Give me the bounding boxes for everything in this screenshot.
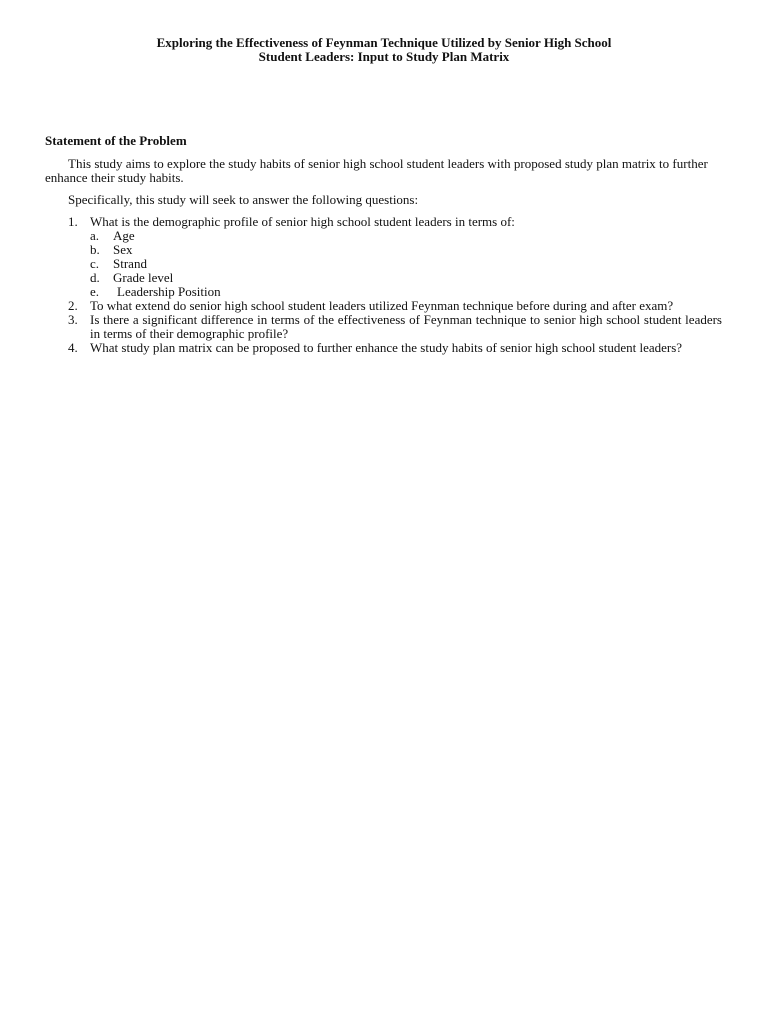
title-line-1: Exploring the Effectiveness of Feynman Technique Utilized by Senior High School (156, 35, 612, 50)
document-title (60, 36, 708, 64)
question-number: 3. (68, 312, 78, 327)
question-item (45, 215, 722, 229)
question-text: To what extend do senior high school student leaders utilized Feynman technique before during and after exam? (90, 298, 674, 313)
question-text: What study plan matrix can be proposed to further enhance the study habits of senior high school student leaders? (90, 340, 683, 355)
sub-item-letter: d. (90, 270, 100, 285)
sub-item-text: Sex (113, 242, 133, 257)
question-number: 1. (68, 214, 78, 229)
question-item (45, 341, 722, 355)
question-item (45, 313, 722, 341)
question-item (45, 299, 722, 313)
sub-item-text: Age (113, 228, 135, 243)
sub-item-text: Strand (113, 256, 147, 271)
questions-list (45, 215, 722, 355)
sub-item (45, 271, 722, 285)
question-number: 4. (68, 340, 78, 355)
sub-item-letter: b. (90, 242, 100, 257)
sub-item (45, 243, 722, 257)
question-text: Is there a significant difference in terms of the effectiveness of Feynman technique to senior high school student leaders in terms of their demographic profile? (90, 312, 722, 341)
sub-item-letter: c. (90, 256, 100, 271)
sub-item-letter: e. (90, 284, 100, 299)
sub-item-letter: a. (90, 228, 100, 243)
sub-item (45, 229, 722, 243)
section-heading: Statement of the Problem (45, 133, 187, 148)
sub-item (45, 257, 722, 271)
sub-item (45, 285, 722, 299)
lead-in-sentence: Specifically, this study will seek to answer the following questions: (68, 192, 419, 207)
question-number: 2. (68, 298, 78, 313)
intro-paragraph: This study aims to explore the study habits of senior high school student leaders with proposed study plan matrix to further enhance their study habits. (45, 156, 708, 185)
sub-item-text: Grade level (113, 270, 174, 285)
title-line-2: Student Leaders: Input to Study Plan Matrix (258, 49, 510, 64)
sub-item-text: Leadership Position (117, 284, 221, 299)
question-text: What is the demographic profile of senior high school student leaders in terms of: (90, 214, 515, 229)
